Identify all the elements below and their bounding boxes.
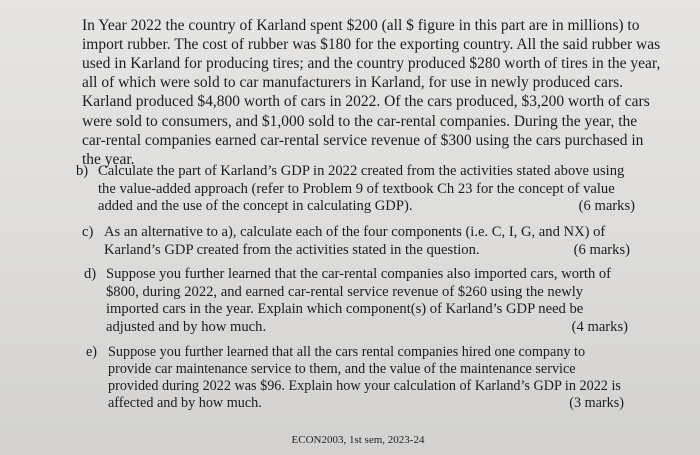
- question-text: As an alternative to a), calculate each of the four components (i.e. C, I, G, and NX) of Karland’s GDP created from the activities stated in the question.: [104, 224, 606, 258]
- question-marks: (4 marks): [571, 318, 628, 335]
- question-d: [84, 266, 628, 336]
- question-b: [76, 163, 635, 216]
- question-marks: (6 marks): [578, 198, 635, 215]
- question-marks: (3 marks): [569, 395, 624, 411]
- question-text: Calculate the part of Karland’s GDP in 2022 created from the activities stated above using the value-added approach (refer to Problem 9 of textbook Ch 23 for the concept of value added and the use of the concept in calculating GDP).: [98, 163, 625, 215]
- intro-paragraph: In Year 2022 the country of Karland spent $200 (all $ figure in this part are in millions) to import rubber. The cost of rubber was $180 for the exporting country. All the said rubber was used in Karland for producing tires; and the country produced $280 worth of tires in the year, all of which were sold to car manufacturers in Karland, for use in newly produced cars. Karland produced $4,800 worth of cars in 2022. Of the cars produced, $3,200 worth of cars were sold to consumers, and $1,000 sold to the car-rental companies. During the year, the car-rental companies earned car-rental service revenue of $300 using the cars purchased in the year.: [82, 16, 661, 168]
- page-footer: [0, 434, 700, 446]
- question-text: Suppose you further learned that all the cars rental companies hired one company to provide car maintenance service to them, and the value of the maintenance service provided during 2022 was $96. Explain how your calculation of Karland’s GDP in 2022 is affected and by how much.: [108, 344, 621, 411]
- question-letter: c): [82, 224, 94, 240]
- question-letter: e): [86, 344, 98, 360]
- question-letter: b): [76, 163, 89, 179]
- footer-text: ECON2003, 1st sem, 2023-24: [291, 434, 425, 446]
- question-marks: (6 marks): [573, 241, 630, 258]
- question-e: [86, 344, 624, 412]
- question-text: Suppose you further learned that the car-rental companies also imported cars, worth of $800, during 2022, and earned car-rental service revenue of $260 using the newly imported cars in the year. Explain which component(s) of Karland’s GDP need be adjusted and by how much.: [106, 266, 612, 335]
- question-c: [82, 224, 630, 259]
- question-letter: d): [84, 266, 97, 282]
